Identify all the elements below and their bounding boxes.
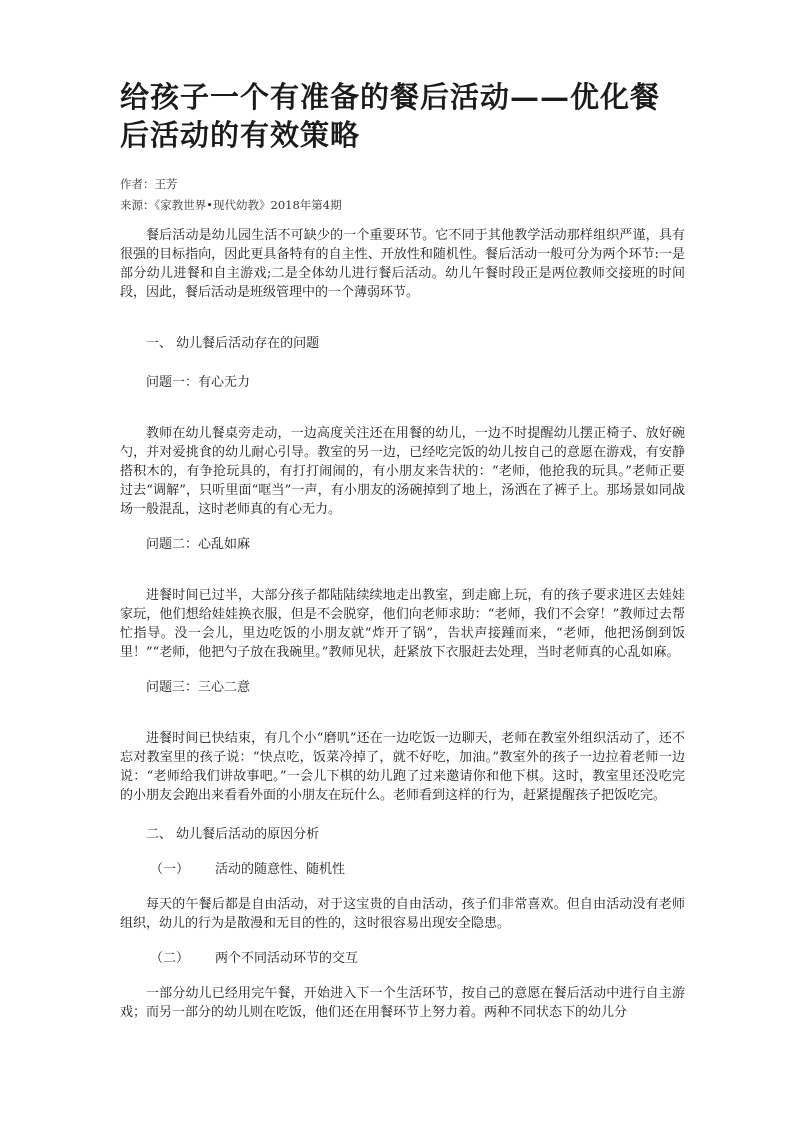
- subsection-1-heading: [120, 860, 685, 879]
- subsection-2-heading: [120, 949, 685, 968]
- subsection-1-number: （一）: [150, 862, 190, 877]
- problem-3-paragraph: 进餐时间已快结束，有几个小“磨叽”还在一边吃饭一边聊天，老师在教室外组织活动了，还不忘对教室里的孩子说：“快点吃，饭菜冷掉了，就不好吃，加油。”教室外的孩子一边拉着老师一边说：“老师给我们讲故事吧。”一会儿下棋的幼儿跑了过来邀请你和他下棋。这时，教室里还没吃完的小朋友会跑出来看看外面的小朋友在玩什么。老师看到这样的行为，赶紧提醒孩子把饭吃完。: [120, 731, 685, 803]
- document-title: 给孩子一个有准备的餐后活动——优化餐后活动的有效策略: [120, 80, 661, 152]
- subsection-2-number: （二）: [150, 951, 190, 966]
- problem-3-heading: 问题三：三心二意: [146, 680, 251, 695]
- subsection-1-title: 活动的随意性、随机性: [215, 862, 346, 877]
- author-line: 作者：王芳: [120, 177, 178, 191]
- subsection-2-title: 两个不同活动环节的交互: [215, 951, 359, 966]
- document-page: [120, 78, 685, 1022]
- problem-1-heading: 问题一：有心无力: [146, 375, 251, 390]
- intro-paragraph: 餐后活动是幼儿园生活不可缺少的一个重要环节。它不同于其他教学活动那样组织严谨，具有很强的目标指向，因此更具备特有的自主性、开放性和随机性。餐后活动一般可分为两个环节:一是部分幼儿进餐和自主游戏;二是全体幼儿进行餐后活动。幼儿午餐时段正是两位教师交接班的时间段，因此，餐后活动是班级管理中的一个薄弱环节。: [120, 228, 685, 300]
- document-body: [120, 226, 685, 1022]
- section-heading-2: 二、 幼儿餐后活动的原因分析: [146, 827, 320, 842]
- problem-2-heading: 问题二：心乱如麻: [146, 537, 251, 552]
- subsection-2-paragraph: 一部分幼儿已经用完午餐，开始进入下一个生活环节，按自己的意愿在餐后活动中进行自主游戏；而另一部分的幼儿则在吃饭，他们还在用餐环节上努力着。两种不同状态下的幼儿分: [120, 986, 685, 1020]
- source-line: 来源：《家教世界•现代幼教》2018年第4期: [120, 198, 342, 212]
- subsection-1-paragraph: 每天的午餐后都是自由活动，对于这宝贵的自由活动，孩子们非常喜欢。但自由活动没有老师组织，幼儿的行为是散漫和无目的性的，这时很容易出现安全隐患。: [120, 897, 685, 931]
- problem-2-paragraph: 进餐时间已过半，大部分孩子都陆陆续续地走出教室，到走廊上玩，有的孩子要求进区去娃娃家玩，他们想给娃娃换衣服，但是不会脱穿，他们向老师求助：“老师，我们不会穿！”教师过去帮忙指导。没一会儿，里边吃饭的小朋友就“炸开了锅”，告状声接踵而来，“老师，他把汤倒到饭里！”“老师，他把勺子放在我碗里。”教师见状，赶紧放下衣服赶去处理，当时老师真的心乱如麻。: [120, 588, 685, 660]
- problem-1-paragraph: 教师在幼儿餐桌旁走动，一边高度关注还在用餐的幼儿，一边不时提醒幼儿摆正椅子、放好碗勺，并对爱挑食的幼儿耐心引导。教室的另一边，已经吃完饭的幼儿按自己的意愿在游戏，有安静搭积木的，有争抢玩具的，有打打闹闹的，有小朋友来告状的：“老师，他抢我的玩具。”老师正要过去“调解”，只听里面“哐当”一声，有小朋友的汤碗掉到了地上，汤洒在了裤子上。那场景如同战场一般混乱，这时老师真的有心无力。: [120, 426, 685, 517]
- section-heading-1: 一、 幼儿餐后活动存在的问题: [146, 336, 320, 351]
